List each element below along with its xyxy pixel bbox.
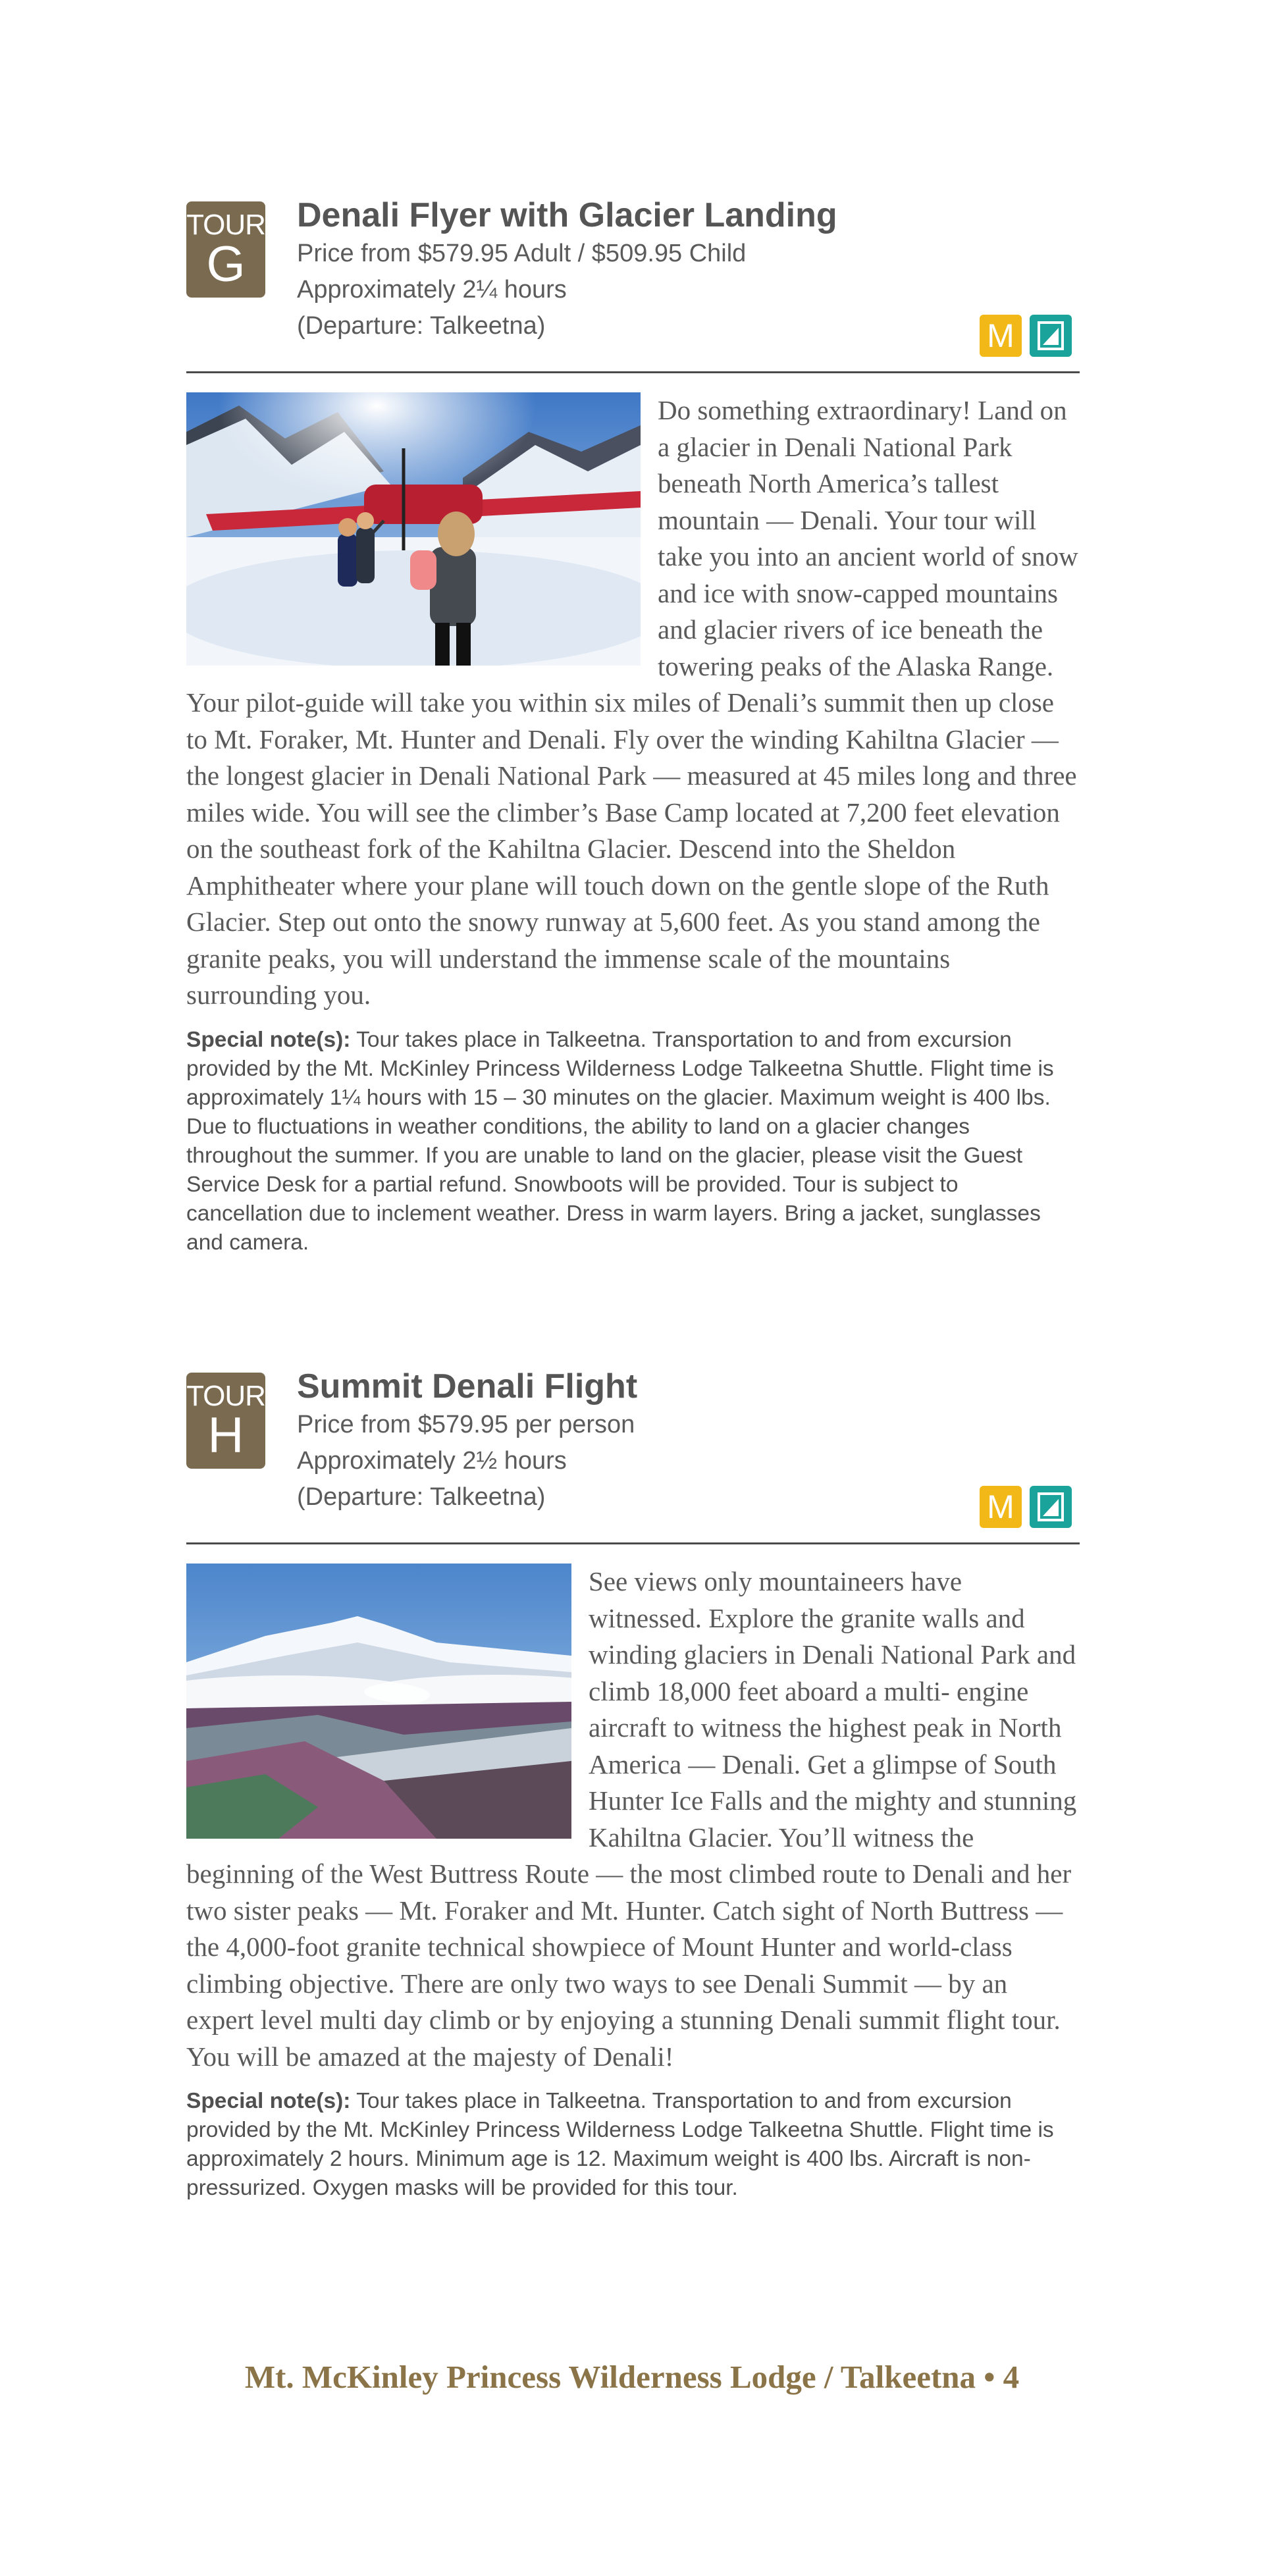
tour-badge-letter: G [206, 236, 246, 292]
meal-icon: M [980, 1486, 1022, 1528]
tour-title: Denali Flyer with Glacier Landing [297, 196, 837, 234]
special-note [186, 1026, 1080, 1257]
tour-body [186, 1564, 1080, 2203]
special-note [186, 2087, 1080, 2203]
tour-header [297, 195, 1080, 344]
tour-badge-word: TOUR [186, 209, 265, 241]
tour-badge-letter: H [207, 1407, 244, 1463]
section-divider [186, 371, 1080, 373]
tour-duration: Approximately 2¼ hours [297, 276, 567, 303]
tour-price: Price from $579.95 per person [297, 1411, 635, 1438]
guidebook-icon [1030, 1486, 1072, 1528]
denali-summit-photo [186, 1564, 571, 1839]
tour-icons [980, 1486, 1072, 1528]
tour-price: Price from $579.95 Adult / $509.95 Child [297, 240, 747, 267]
tour-badge-word: TOUR [186, 1380, 265, 1412]
guidebook-icon [1030, 315, 1072, 357]
tour-duration: Approximately 2½ hours [297, 1447, 567, 1475]
special-note-label: Special note(s): [186, 2089, 351, 2113]
section-divider [186, 1542, 1080, 1544]
tour-badge [186, 201, 265, 298]
special-note-label: Special note(s): [186, 1027, 351, 1052]
glacier-landing-photo [186, 392, 641, 666]
tour-badge [186, 1373, 265, 1469]
tour-departure: (Departure: Talkeetna) [297, 1483, 546, 1511]
tour-description: Do something extraordinary! Land on a glacier in Denali National Park beneath North America’s tallest mountain — Denali. Your tour will take you into an ancient world of snow and ice with snow-capped mountains and glacier rivers of ice beneath the towering peaks of the Alaska Range. Your pilot-guide will take you within six miles of Denali’s summit then up close to Mt. Foraker, Mt. Hunter and Denali. Fly over the winding Kahiltna Glacier — the longest glacier in Denali National Park — measured at 45 miles long and three miles wide. You will see the climber’s Base Camp located at 7,200 feet elevation on the southeast fork of the Kahiltna Glacier. Descend into the Sheldon Amphitheater where your plane will touch down on the gentle slope of the Ruth Glacier. Step out onto the snowy runway at 5,600 feet. As you stand among the granite peaks, you will understand the immense scale of the mountains surrounding you. [186, 395, 1078, 1010]
tour-header [297, 1366, 1080, 1515]
tour-departure: (Departure: Talkeetna) [297, 312, 546, 340]
page-footer: Mt. McKinley Princess Wilderness Lodge / Talkeetna • 4 [244, 2359, 1020, 2395]
tour-title: Summit Denali Flight [297, 1367, 638, 1406]
tour-icons [980, 315, 1072, 357]
meal-icon: M [980, 315, 1022, 357]
tour-body [186, 392, 1080, 1257]
special-note-text: Tour takes place in Talkeetna. Transportation to and from excursion provided by the Mt. McKinley Princess Wilderness Lodge Talkeetna Shuttle. Flight time is approximately 1¼ hours with 15 – 30 minutes on the glacier. Maximum weight is 400 lbs. Due to fluctuations in weather conditions, the ability to land on a glacier changes throughout the summer. If you are unable to land on the glacier, please visit the Guest Service Desk for a partial refund. Snowboots will be provided. Tour is subject to cancellation due to inclement weather. Dress in warm layers. Bring a jacket, sunglasses and camera. [186, 1027, 1054, 1255]
special-note-text: Tour takes place in Talkeetna. Transportation to and from excursion provided by the Mt. McKinley Princess Wilderness Lodge Talkeetna Shuttle. Flight time is approximately 2 hours. Minimum age is 12. Maximum weight is 400 lbs. Aircraft is non-pressurized. Oxygen masks will be provided for this tour. [186, 2089, 1054, 2200]
tour-description: See views only mountaineers have witnessed. Explore the granite walls and winding glaciers in Denali National Park and climb 18,000 feet aboard a multi- engine aircraft to witness the highest peak in North America — Denali. Get a glimpse of South Hunter Ice Falls and the mighty and stunning Kahiltna Glacier. You’ll witness the beginning of the West Buttress Route — the most climbed route to Denali and her two sister peaks — Mt. Foraker and Mt. Hunter. Catch sight of North Buttress — the 4,000-foot granite technical showpiece of Mount Hunter and world-class climbing objective. There are only two ways to see Denali Summit — by an expert level multi day climb or by enjoying a stunning Denali summit flight tour. You will be amazed at the majesty of Denali! [186, 1566, 1077, 2072]
